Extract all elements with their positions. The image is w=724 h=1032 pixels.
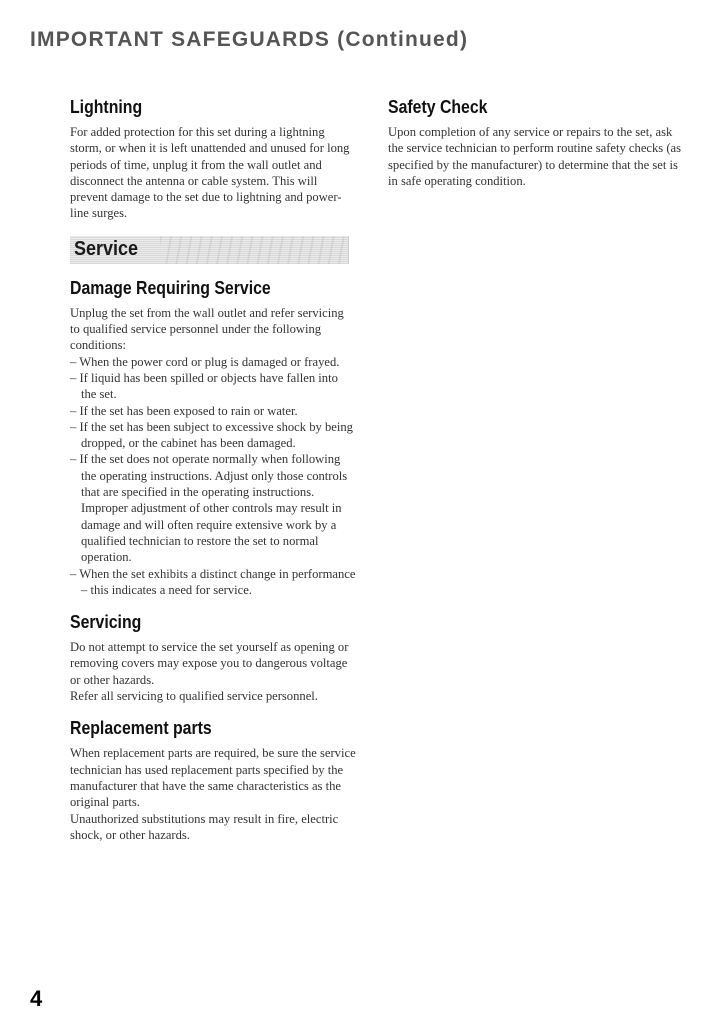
list-item: – If the set does not operate normally when following the operating instructions. Adjust only those controls that are specified in the operating instructions. Improper adjustment of other controls may result in damage and will often require extensive work by a qualified technician to restore the set to normal operation.: [70, 451, 356, 565]
page-header-title: IMPORTANT SAFEGUARDS (Continued): [30, 28, 469, 51]
lightning-body: For added protection for this set during a lightning storm, or when it is left unattended and unused for long periods of time, unplug it from the wall outlet and disconnect the antenna or cable system. This will prevent damage to the set due to lightning and power-line surges.: [70, 125, 350, 221]
list-item: – When the set exhibits a distinct change in performance – this indicates a need for service.: [70, 566, 356, 599]
lightning-section: [70, 97, 356, 222]
servicing-heading: Servicing: [70, 612, 142, 633]
damage-conditions-list: [70, 354, 356, 598]
list-item: – If the set has been exposed to rain or water.: [70, 403, 356, 419]
left-column: [70, 97, 356, 857]
list-item: – If liquid has been spilled or objects have fallen into the set.: [70, 370, 356, 403]
list-item: – If the set has been subject to excessive shock by being dropped, or the cabinet has been damaged.: [70, 419, 356, 452]
lightning-heading: Lightning: [70, 97, 143, 117]
safety-check-section: [388, 97, 688, 189]
page-number: 4: [30, 986, 43, 1011]
replacement-section: [70, 718, 356, 843]
right-column: [388, 97, 688, 203]
service-banner: [70, 236, 349, 264]
replacement-para-2: Unauthorized substitutions may result in fire, electric shock, or other hazards.: [70, 811, 339, 842]
replacement-heading: Replacement parts: [70, 718, 212, 739]
servicing-para-2: Refer all servicing to qualified service personnel.: [70, 689, 318, 704]
damage-section: [70, 278, 356, 598]
safety-check-heading: Safety Check: [388, 97, 488, 117]
replacement-para-1: When replacement parts are required, be sure the service technician has used replacement parts specified by the manufacturer that have the same characteristics as the original parts.: [70, 746, 356, 810]
banner-decoration: [160, 236, 348, 264]
servicing-para-1: Do not attempt to service the set yourself as opening or removing covers may expose you to dangerous voltage or other hazards.: [70, 640, 349, 687]
damage-intro: Unplug the set from the wall outlet and refer servicing to qualified service personnel under the following conditions:: [70, 305, 344, 353]
safety-check-body: Upon completion of any service or repairs to the set, ask the service technician to perform routine safety checks (as specified by the manufacturer) to determine that the set is in safe operating condition.: [388, 125, 682, 188]
damage-heading: Damage Requiring Service: [70, 277, 271, 298]
service-banner-label: Service: [74, 237, 139, 260]
list-item: – When the power cord or plug is damaged or frayed.: [70, 354, 356, 370]
servicing-section: [70, 612, 356, 704]
